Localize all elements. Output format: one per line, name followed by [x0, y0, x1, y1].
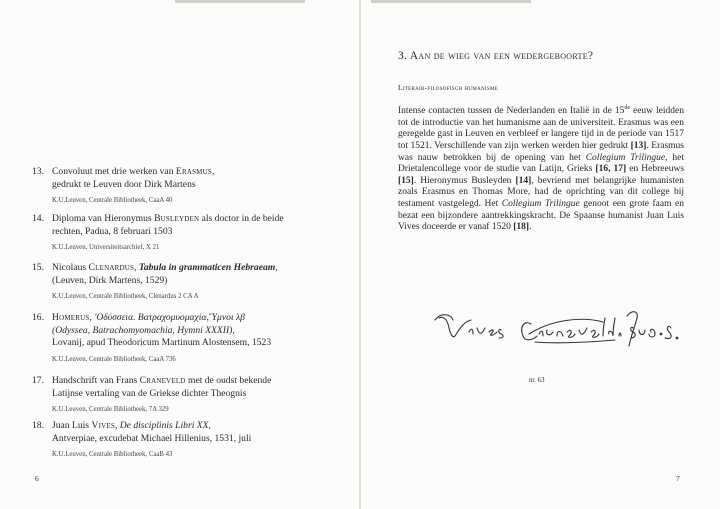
page-edge-line — [371, 0, 531, 3]
entry-imprint: gedrukt te Leuven door Dirk Martens — [52, 178, 196, 190]
section-heading: 3. Aan de wieg van een wedergeboorte? — [398, 50, 594, 62]
entry-source: K.U.Leuven, Centrale Bibliotheek, Clenardus 2 CA A — [52, 293, 199, 300]
figure-caption: nr. 63 — [529, 377, 545, 384]
entry-imprint: (Leuven, Dirk Martens, 1529) — [52, 274, 168, 286]
catalog-entry-16 — [32, 312, 352, 364]
entry-imprint: rechten, Padua, 8 februari 1503 — [52, 225, 173, 237]
entry-number: 15. — [32, 262, 44, 273]
entry-title: Convoluut met drie werken van Erasmus, — [52, 166, 215, 177]
entry-title: Diploma van Hieronymus Busleyden als doctor in de beide — [52, 213, 284, 224]
entry-title: Nicolaus Clenardus, Tabula in grammaticen Hebraeam, — [52, 262, 278, 273]
entry-source: K.U.Leuven, Universiteitsarchief, X 21 — [52, 244, 160, 251]
entry-title: Homerus, 'Οδύσσεια. Βατραχομυομαχία,Ὕμνοι λβ — [52, 312, 245, 323]
entry-imprint: Lovanij, apud Theodoricum Martinum Alostensem, 1523 — [52, 337, 272, 348]
right-page — [361, 0, 720, 509]
page-edge-line — [175, 0, 305, 3]
left-page — [0, 0, 359, 509]
section-subheading: Literair-filosofisch humanisme — [398, 83, 499, 92]
catalog-entry-15 — [32, 262, 352, 301]
handwritten-signature-image — [431, 306, 691, 350]
entry-imprint: Antverpiae, excudebat Michael Hillenius, 1531, juli — [52, 432, 252, 444]
entry-source: K.U.Leuven, Centrale Bibliotheek, 7A 329 — [52, 406, 169, 413]
entry-source: K.U.Leuven, Centrale Bibliotheek, CaaA 736 — [52, 355, 176, 363]
entry-title: Juan Luis Vives, De disciplinis Libri XX, — [52, 420, 211, 431]
body-paragraph: Intense contacten tussen de Nederlanden en Italië in de 15de eeuw leidden tot de introductie van het humanisme aan de universiteit. Erasmus was een geregelde gast in Leuven en verbleef er langere tijd in de periode van 1517 tot 1521. Verschillende van zijn werken werden hier gedrukt [13]. Erasmus was nauw betrokken bij de opening van het Collegium Trilingue, het Drietalencollege voor de studie van Latijn, Grieks [16, 17] en Hebreeuws [15]. Hieronymus Busleyden [14], bevriend met belangrijke humanisten zoals Erasmus en Thomas More, had de oprichting van dit college bij testament vastgelegd. Het Collegium Trilingue genoot een grote faam en bezat een bijzondere aantrekkingskracht. De Spaanse humanist Juan Luis Vives doceerde er vanaf 1520 [18]. — [398, 105, 685, 233]
catalog-entry-14 — [32, 213, 352, 252]
page-number-left: 6 — [35, 474, 39, 483]
entry-number: 16. — [32, 312, 44, 323]
entry-number: 17. — [32, 375, 44, 386]
catalog-entry-17 — [32, 375, 352, 414]
catalog-entry-13 — [32, 166, 352, 205]
page-number-right: 7 — [676, 474, 680, 483]
entry-number: 13. — [32, 166, 44, 177]
entry-source: K.U.Leuven, Centrale Bibliotheek, CaaA 40 — [52, 197, 173, 204]
entry-subtitle: (Odyssea, Batrachomyomachia, Hymni XXXII), — [52, 324, 235, 336]
entry-source: K.U.Leuven, Centrale Bibliotheek, CaaB 43 — [52, 451, 173, 458]
entry-number: 18. — [32, 420, 44, 431]
catalog-entry-18 — [32, 420, 352, 459]
entry-imprint: Latijnse vertaling van de Griekse dichter Theognis — [52, 387, 247, 399]
entry-number: 14. — [32, 213, 44, 224]
entry-title: Handschrift van Frans Craneveld met de oudst bekende — [52, 375, 272, 386]
